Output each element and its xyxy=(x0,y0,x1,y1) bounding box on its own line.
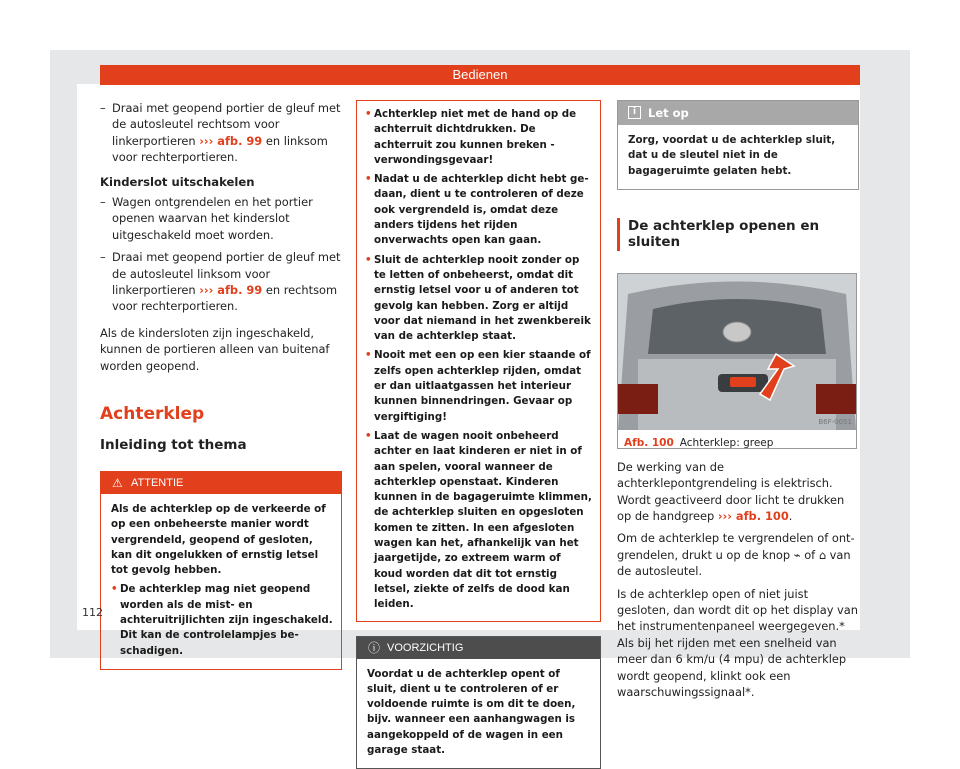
item-text: Wagen ontgrendelen en het portier openen waarvan het kinderslot uitgeschakeld moet worden. xyxy=(112,194,342,243)
paragraph-text: Om de achterklep te vergrendelen of ontgrendelen, drukt u op de knop xyxy=(617,531,855,561)
bullet-text: Nooit met een op een kier staande of zelfs open achterklep rijden, omdat er dan uitlaatgassen het interieur kunnen binnendringen. Gevaar op vergiftiging! xyxy=(374,348,592,424)
caption-text: Achterklep: greep xyxy=(680,434,774,452)
warning-title: ATTENTIE xyxy=(131,477,183,489)
list-item: – Wagen ontgrendelen en het portier openen waarvan het kinderslot uitgeschakeld moet worden. xyxy=(100,194,342,243)
bullet-icon: • xyxy=(111,582,120,658)
paragraph: Is de achterklep open of niet juist gesloten, dan wordt dit op het display van het instrumentenpaneel weergegeven.* Als bij het rijden met een snelheid van meer dan 6 km/u (4 mpu) de achterklep wordt geopend, klinkt ook een waarschuwingssignaal*. xyxy=(617,586,859,701)
figure-code: B6F-0051 xyxy=(818,414,852,430)
column-2 xyxy=(356,100,601,769)
figure-link[interactable]: ››› afb. 99 xyxy=(199,134,262,148)
bullet-text: Nadat u de achterklep dicht hebt gedaan, dient u te controleren of deze ook vergrendeld is, omdat deze anders tijdens het rijden onverwachts open kan gaan. xyxy=(374,172,592,248)
figure-tailgate-handle xyxy=(617,273,857,449)
list-item: – Draai met geopend portier de gleuf met de autosleutel linksom voor linkerportieren ››› afb. 99 en rechtsom voor rechterportieren. xyxy=(100,249,342,315)
topic-heading: Inleiding tot thema xyxy=(100,437,342,453)
caution-box xyxy=(356,636,601,769)
paragraph: Als de kindersloten zijn ingeschakeld, kunnen de portieren alleen van buitenaf worden geopend. xyxy=(100,325,342,374)
paragraph xyxy=(617,530,859,579)
caution-body: Voordat u de achterklep opent of sluit, dient u te controleren of er voldoende ruimte is om dit te doen, bijv. wanneer een aanhangwagen is aangekoppeld of de wagen in een garage staat. xyxy=(357,659,600,769)
tailgate-illustration xyxy=(618,274,856,430)
warning-bullet xyxy=(365,348,592,424)
warning-intro: Als de achterklep op de verkeerde of op een onbeheerste manier wordt vergrendeld, geopend of gesloten, kan dit ongelukken of ernstig letsel tot gevolg hebben. xyxy=(111,502,333,578)
note-header xyxy=(618,101,858,125)
item-text: en rechtsom voor rechterportieren. xyxy=(112,283,337,313)
bullet-text: Achterklep niet met de hand op de achterruit dichtdrukken. De achterruit zou kunnen breken - verwondingsgevaar! xyxy=(374,107,592,168)
item-text: Draai met geopend portier de gleuf met de autosleutel linksom voor linkerportieren xyxy=(112,250,340,297)
warning-bullet xyxy=(365,253,592,345)
chapter-header: Bedienen xyxy=(100,65,860,85)
warning-continued-box xyxy=(356,100,601,622)
paragraph xyxy=(617,459,859,525)
figure-link[interactable]: ››› afb. 99 xyxy=(199,283,262,297)
bullet-icon: • xyxy=(365,107,374,168)
warning-bullet xyxy=(111,582,333,658)
bullet-text: Sluit de achterklep nooit zonder op te letten of onbeheerst, omdat dit ernstig letsel voor u of anderen tot gevolg kan hebben. Zorg er altijd voor dat niemand in het zwenkbereik van de achterklep staat. xyxy=(374,253,592,345)
caution-header xyxy=(357,637,600,659)
column-1 xyxy=(100,100,342,670)
list-item: – Draai met geopend portier de gleuf met de autosleutel rechtsom voor linkerportieren ››› afb. 99 en linksom voor rechterportieren. xyxy=(100,100,342,166)
figure-number: Afb. 100 xyxy=(624,434,674,452)
tailgate-key-icon: ⌂ xyxy=(819,548,826,562)
paragraph-text: of xyxy=(801,548,819,562)
note-body: Zorg, voordat u de achterklep sluit, dat u de sleutel niet in de bagageruimte gelaten hebt. xyxy=(618,125,858,189)
section-heading: Achterklep xyxy=(100,406,342,422)
info-icon: i xyxy=(628,106,641,119)
note-title: Let op xyxy=(648,106,689,120)
note-box xyxy=(617,100,859,190)
bullet-icon: • xyxy=(365,429,374,613)
bullet-icon: • xyxy=(365,348,374,424)
item-text: Draai met geopend portier de gleuf met de autosleutel rechtsom voor linkerportieren xyxy=(112,101,340,148)
bullet-text: Laat de wagen nooit onbeheerd achter en laat kinderen er niet in of aan spelen, vooral wanneer de achterklep openstaat. Kinderen kunnen in de bagageruimte klimmen, de achterklep sluiten en opgesloten komen te zitten. In een afgesloten wagen kan het, afhankelijk van het jaargetijde, zo extreem warm of koud worden dat dit tot ernstig letsel, ziekte of zelfs de dood kan leiden. xyxy=(374,429,592,613)
section-title: De achterklep openen en sluiten xyxy=(617,218,859,251)
warning-bullet xyxy=(365,107,592,168)
paragraph-text: . xyxy=(789,509,793,523)
warning-body xyxy=(101,494,341,669)
item-text: en linksom voor rechterportieren. xyxy=(112,134,328,164)
bullet-text: De achterklep mag niet geopend worden als de mist- en achteruitrijlichten zijn ingeschakeld. Dit kan de controlelampjes beschadigen. xyxy=(120,582,333,658)
figure-link[interactable]: ››› afb. 100 xyxy=(718,509,789,523)
info-circle-icon: ⓘ xyxy=(368,637,380,659)
warning-box xyxy=(100,471,342,670)
column-3 xyxy=(617,100,859,700)
paragraph-text: van de autosleutel. xyxy=(617,548,851,578)
figure-caption xyxy=(618,434,856,452)
unlock-key-icon: ⌁ xyxy=(794,548,801,562)
caution-title: VOORZICHTIG xyxy=(387,642,463,654)
warning-triangle-icon: ⚠ xyxy=(112,472,123,494)
warning-bullet xyxy=(365,429,592,613)
warning-header xyxy=(101,472,341,494)
bullet-icon: • xyxy=(365,253,374,345)
warning-bullet xyxy=(365,172,592,248)
page-number: 112 xyxy=(82,606,103,619)
paragraph-text: De werking van de achterklepontgrendeling is elektrisch. Wordt geactiveerd door licht te drukken op de handgreep xyxy=(617,460,844,523)
subheading: Kinderslot uitschakelen xyxy=(100,174,342,190)
bullet-icon: • xyxy=(365,172,374,248)
